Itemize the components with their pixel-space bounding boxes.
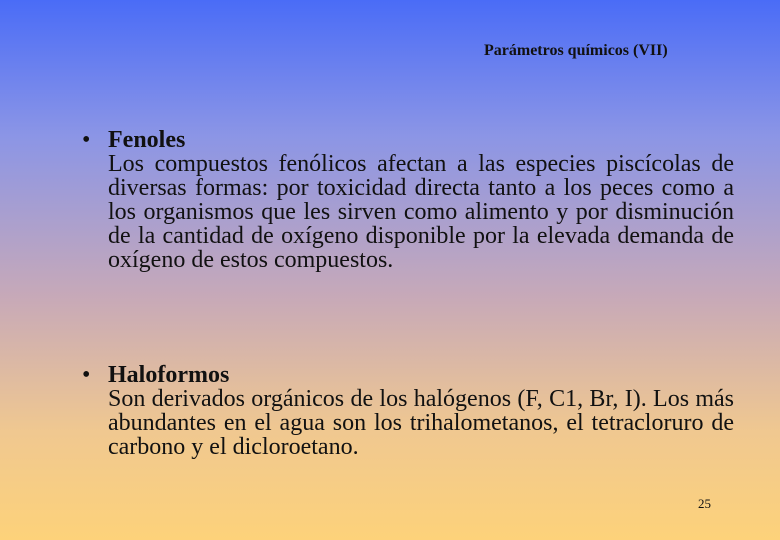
bullet-marker: • bbox=[82, 362, 91, 388]
bullet-heading: Haloformos bbox=[108, 362, 230, 388]
slide-title: Parámetros químicos (VII) bbox=[484, 42, 668, 59]
page-number: 25 bbox=[698, 496, 711, 511]
bullet-header bbox=[82, 363, 734, 387]
bullet-fenoles bbox=[82, 128, 734, 272]
bullet-heading: Fenoles bbox=[108, 127, 186, 153]
bullet-header bbox=[82, 128, 734, 152]
bullet-haloformos bbox=[82, 363, 734, 459]
bullet-body: Los compuestos fenólicos afectan a las especies piscícolas de diversas formas: por toxicidad directa tanto a los peces como a los organismos que les sirven como alimento y por disminución de la cantidad de oxígeno disponible por la elevada demanda de oxígeno de estos compuestos. bbox=[108, 151, 734, 273]
bullet-body: Son derivados orgánicos de los halógenos (F, C1, Br, I). Los más abundantes en el agua son los trihalometanos, el tetracloruro de carbono y el dicloroetano. bbox=[108, 386, 734, 460]
bullet-marker: • bbox=[82, 127, 91, 153]
